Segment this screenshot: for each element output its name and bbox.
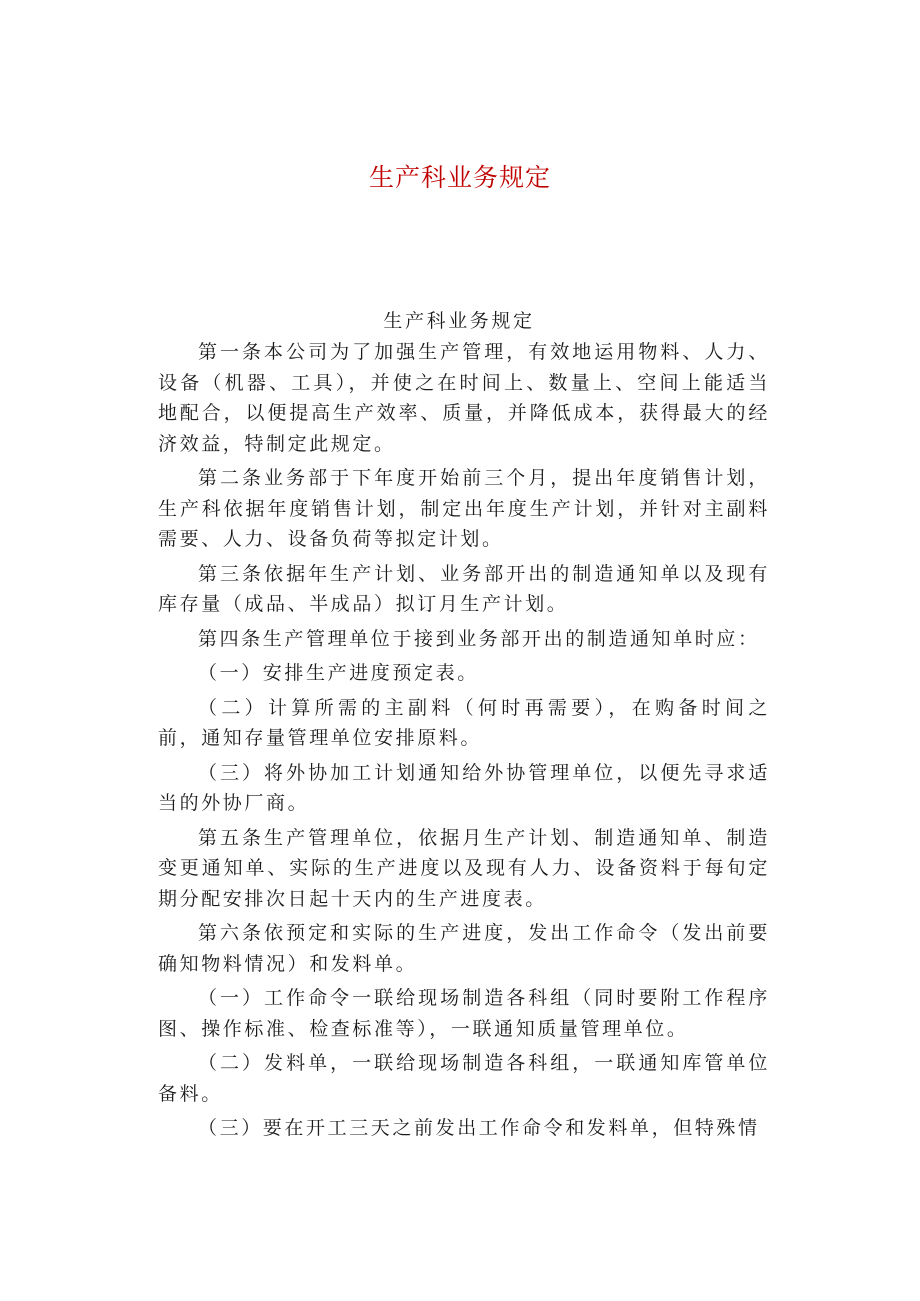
paragraph-article-4-item-2: （二）计算所需的主副料（何时再需要），在购备时间之前，通知存量管理单位安排原料。 [158,696,770,749]
paragraph-article-3: 第三条依据年生产计划、业务部开出的制造通知单以及现有库存量（成品、半成品）拟订月生产计划。 [158,562,770,615]
paragraph-article-5: 第五条生产管理单位，依据月生产计划、制造通知单、制造变更通知单、实际的生产进度以及现有人力、设备资料于每旬定期分配安排次日起十天内的生产进度表。 [158,826,770,910]
paragraph-article-4-item-1: （一）安排生产进度预定表。 [198,662,479,684]
paragraph-article-6: 第六条依预定和实际的生产进度，发出工作命令（发出前要确知物料情况）和发料单。 [158,922,770,975]
paragraph-article-2: 第二条业务部于下年度开始前三个月，提出年度销售计划，生产科依据年度销售计划，制定出年度生产计划，并针对主副料需要、人力、设备负荷等拟定计划。 [158,467,770,550]
paragraph-article-4: 第四条生产管理单位于接到业务部开出的制造通知单时应： [198,627,760,650]
document-subtitle: 生产科业务规定 [383,310,535,332]
paragraph-article-4-item-3: （三）将外协加工计划通知给外协管理单位，以便先寻求适当的外协厂商。 [158,761,770,814]
document-body [158,306,770,1148]
document-title: 生产科业务规定 [368,163,551,192]
paragraph-article-6-item-2: （二）发料单，一联给现场制造各科组，一联通知库管单位备料。 [158,1052,770,1105]
paragraph-article-6-item-3: （三）要在开工三天之前发出工作命令和发料单，但特殊情 [198,1117,760,1139]
paragraph-article-1: 第一条本公司为了加强生产管理，有效地运用物料、人力、设备（机器、工具），并使之在时间上、数量上、空间上能适当地配合，以便提高生产效率、质量，并降低成本，获得最大的经济效益，特制定此规定。 [158,341,770,455]
paragraph-article-6-item-1: （一）工作命令一联给现场制造各科组（同时要附工作程序图、操作标准、检查标准等），一联通知质量管理单位。 [158,987,770,1040]
